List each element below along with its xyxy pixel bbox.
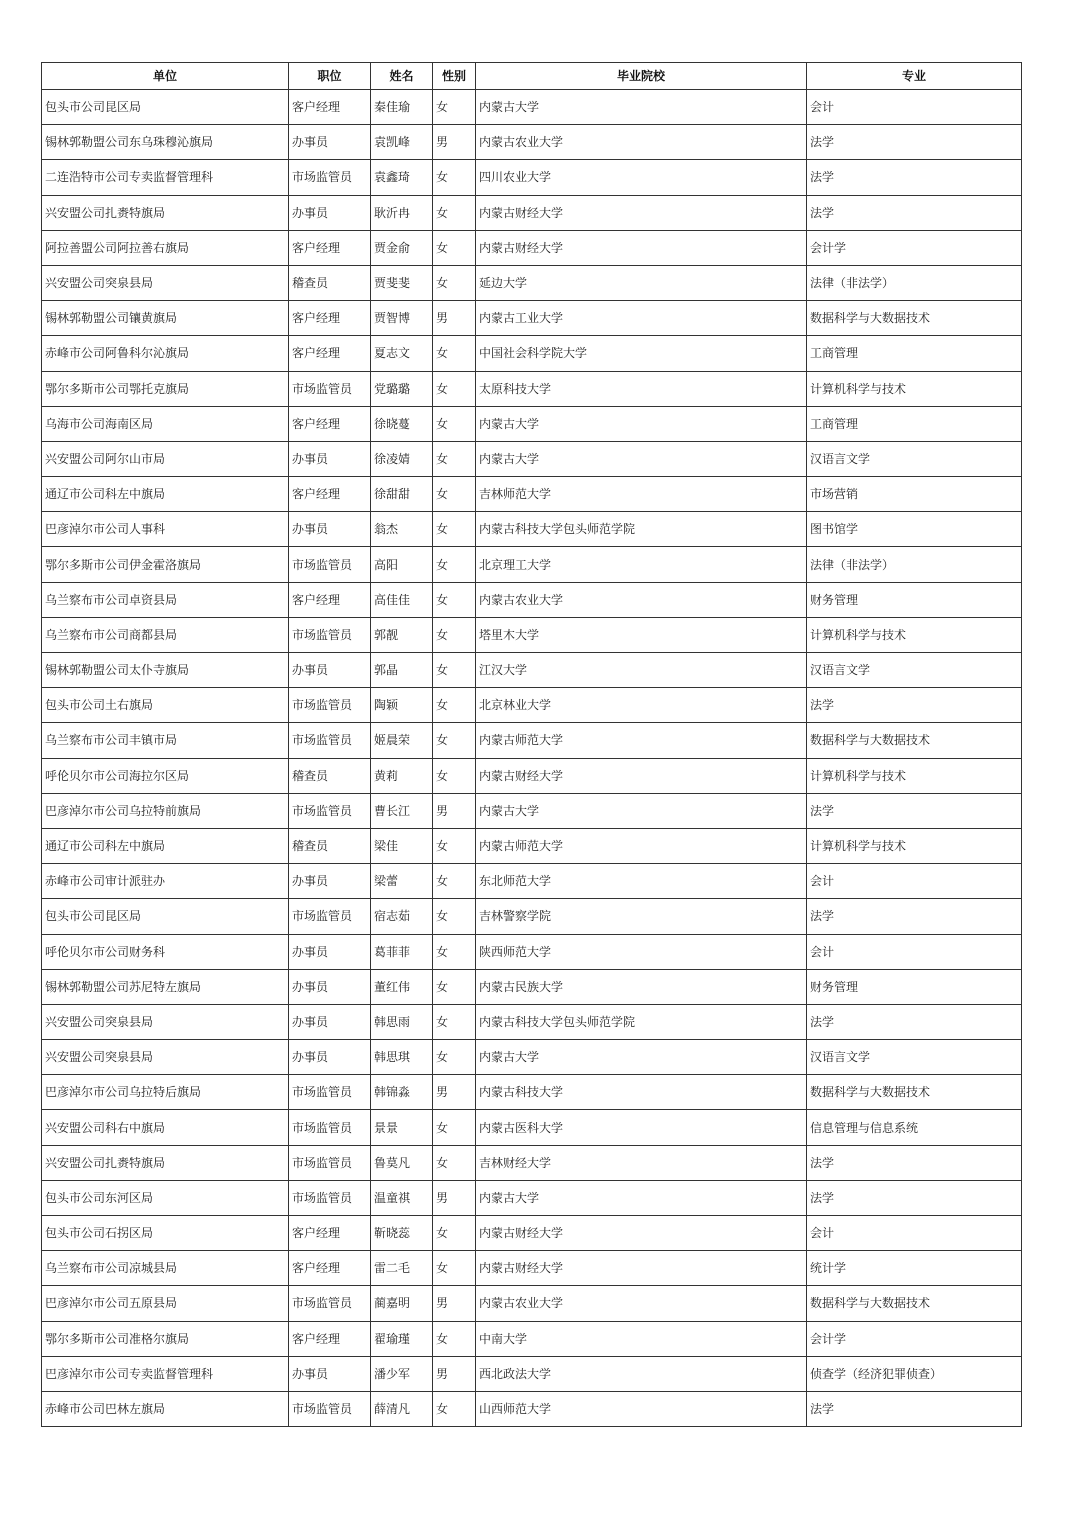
cell-name: 贾智博 xyxy=(371,301,433,336)
cell-school: 内蒙古大学 xyxy=(476,406,807,441)
cell-unit: 巴彦淖尔市公司乌拉特前旗局 xyxy=(42,793,289,828)
cell-name: 黄莉 xyxy=(371,758,433,793)
cell-unit: 兴安盟公司突泉县局 xyxy=(42,265,289,300)
cell-major: 数据科学与大数据技术 xyxy=(807,301,1022,336)
cell-position: 市场监管员 xyxy=(289,617,371,652)
cell-school: 内蒙古财经大学 xyxy=(476,1251,807,1286)
header-school: 毕业院校 xyxy=(476,63,807,90)
cell-major: 法学 xyxy=(807,1145,1022,1180)
cell-unit: 巴彦淖尔市公司五原县局 xyxy=(42,1286,289,1321)
cell-name: 宿志茹 xyxy=(371,899,433,934)
cell-name: 雷二毛 xyxy=(371,1251,433,1286)
cell-school: 内蒙古大学 xyxy=(476,441,807,476)
cell-unit: 巴彦淖尔市公司乌拉特后旗局 xyxy=(42,1075,289,1110)
cell-position: 办事员 xyxy=(289,125,371,160)
cell-major: 法学 xyxy=(807,688,1022,723)
cell-gender: 女 xyxy=(433,160,476,195)
cell-school: 内蒙古大学 xyxy=(476,1040,807,1075)
cell-major: 汉语言文学 xyxy=(807,1040,1022,1075)
cell-position: 办事员 xyxy=(289,1040,371,1075)
cell-name: 秦佳瑜 xyxy=(371,90,433,125)
cell-gender: 女 xyxy=(433,688,476,723)
table-row xyxy=(42,934,1022,969)
cell-major: 计算机科学与技术 xyxy=(807,617,1022,652)
cell-school: 西北政法大学 xyxy=(476,1356,807,1391)
table-row xyxy=(42,828,1022,863)
cell-unit: 兴安盟公司突泉县局 xyxy=(42,1040,289,1075)
cell-name: 潘少军 xyxy=(371,1356,433,1391)
table-body xyxy=(42,90,1022,1427)
cell-name: 薛清凡 xyxy=(371,1391,433,1426)
cell-name: 靳晓蕊 xyxy=(371,1216,433,1251)
cell-major: 信息管理与信息系统 xyxy=(807,1110,1022,1145)
cell-gender: 女 xyxy=(433,934,476,969)
cell-gender: 女 xyxy=(433,1110,476,1145)
roster-table xyxy=(41,62,1022,1427)
cell-school: 内蒙古财经大学 xyxy=(476,758,807,793)
cell-major: 计算机科学与技术 xyxy=(807,758,1022,793)
cell-name: 梁蕾 xyxy=(371,864,433,899)
cell-name: 景景 xyxy=(371,1110,433,1145)
cell-position: 市场监管员 xyxy=(289,547,371,582)
cell-position: 稽查员 xyxy=(289,265,371,300)
cell-school: 北京理工大学 xyxy=(476,547,807,582)
cell-gender: 女 xyxy=(433,230,476,265)
cell-unit: 赤峰市公司阿鲁科尔沁旗局 xyxy=(42,336,289,371)
cell-unit: 赤峰市公司审计派驻办 xyxy=(42,864,289,899)
cell-gender: 男 xyxy=(433,1356,476,1391)
cell-unit: 锡林郭勒盟公司苏尼特左旗局 xyxy=(42,969,289,1004)
cell-name: 耿沂冉 xyxy=(371,195,433,230)
cell-school: 内蒙古大学 xyxy=(476,793,807,828)
cell-position: 市场监管员 xyxy=(289,899,371,934)
cell-gender: 女 xyxy=(433,1145,476,1180)
cell-major: 工商管理 xyxy=(807,406,1022,441)
cell-school: 内蒙古医科大学 xyxy=(476,1110,807,1145)
cell-position: 市场监管员 xyxy=(289,1145,371,1180)
cell-major: 图书馆学 xyxy=(807,512,1022,547)
cell-major: 数据科学与大数据技术 xyxy=(807,723,1022,758)
table-row xyxy=(42,899,1022,934)
cell-position: 市场监管员 xyxy=(289,1391,371,1426)
cell-unit: 鄂尔多斯市公司伊金霍洛旗局 xyxy=(42,547,289,582)
header-major: 专业 xyxy=(807,63,1022,90)
cell-gender: 女 xyxy=(433,1251,476,1286)
table-row xyxy=(42,477,1022,512)
cell-gender: 女 xyxy=(433,1321,476,1356)
cell-unit: 锡林郭勒盟公司东乌珠穆沁旗局 xyxy=(42,125,289,160)
table-row xyxy=(42,160,1022,195)
table-row xyxy=(42,617,1022,652)
cell-school: 内蒙古财经大学 xyxy=(476,1216,807,1251)
cell-major: 会计 xyxy=(807,1216,1022,1251)
cell-unit: 乌兰察布市公司商都县局 xyxy=(42,617,289,652)
cell-major: 市场营销 xyxy=(807,477,1022,512)
cell-position: 办事员 xyxy=(289,1004,371,1039)
cell-major: 会计 xyxy=(807,90,1022,125)
cell-school: 东北师范大学 xyxy=(476,864,807,899)
cell-unit: 巴彦淖尔市公司人事科 xyxy=(42,512,289,547)
cell-name: 鲁莫凡 xyxy=(371,1145,433,1180)
cell-name: 袁凯峰 xyxy=(371,125,433,160)
cell-position: 客户经理 xyxy=(289,1251,371,1286)
table-row xyxy=(42,1391,1022,1426)
cell-school: 内蒙古财经大学 xyxy=(476,195,807,230)
table-row xyxy=(42,1251,1022,1286)
cell-gender: 男 xyxy=(433,1180,476,1215)
cell-unit: 兴安盟公司扎赉特旗局 xyxy=(42,1145,289,1180)
cell-school: 内蒙古大学 xyxy=(476,1180,807,1215)
cell-unit: 锡林郭勒盟公司镶黄旗局 xyxy=(42,301,289,336)
cell-position: 客户经理 xyxy=(289,406,371,441)
header-name: 姓名 xyxy=(371,63,433,90)
cell-gender: 男 xyxy=(433,793,476,828)
cell-major: 法学 xyxy=(807,1180,1022,1215)
cell-unit: 乌兰察布市公司卓资县局 xyxy=(42,582,289,617)
cell-unit: 鄂尔多斯市公司准格尔旗局 xyxy=(42,1321,289,1356)
cell-major: 法学 xyxy=(807,793,1022,828)
cell-school: 延边大学 xyxy=(476,265,807,300)
header-row xyxy=(42,63,1022,90)
table-row xyxy=(42,441,1022,476)
cell-unit: 巴彦淖尔市公司专卖监督管理科 xyxy=(42,1356,289,1391)
table-row xyxy=(42,1286,1022,1321)
cell-major: 会计 xyxy=(807,864,1022,899)
cell-school: 内蒙古科技大学包头师范学院 xyxy=(476,512,807,547)
cell-school: 内蒙古大学 xyxy=(476,90,807,125)
cell-major: 法学 xyxy=(807,160,1022,195)
cell-gender: 女 xyxy=(433,477,476,512)
cell-major: 法学 xyxy=(807,195,1022,230)
cell-name: 温童祺 xyxy=(371,1180,433,1215)
table-row xyxy=(42,1040,1022,1075)
table-row xyxy=(42,336,1022,371)
cell-name: 徐凌婧 xyxy=(371,441,433,476)
cell-unit: 赤峰市公司巴林左旗局 xyxy=(42,1391,289,1426)
cell-name: 翟瑜瑾 xyxy=(371,1321,433,1356)
cell-position: 市场监管员 xyxy=(289,723,371,758)
table-row xyxy=(42,512,1022,547)
cell-major: 会计 xyxy=(807,934,1022,969)
cell-school: 江汉大学 xyxy=(476,653,807,688)
cell-position: 稽查员 xyxy=(289,758,371,793)
cell-position: 客户经理 xyxy=(289,301,371,336)
cell-gender: 女 xyxy=(433,723,476,758)
cell-name: 韩锦淼 xyxy=(371,1075,433,1110)
cell-major: 法律（非法学） xyxy=(807,547,1022,582)
table-row xyxy=(42,1356,1022,1391)
cell-major: 法学 xyxy=(807,899,1022,934)
cell-name: 葛菲菲 xyxy=(371,934,433,969)
cell-position: 市场监管员 xyxy=(289,1075,371,1110)
cell-name: 贾金俞 xyxy=(371,230,433,265)
cell-name: 郭晶 xyxy=(371,653,433,688)
cell-unit: 包头市公司昆区局 xyxy=(42,899,289,934)
cell-name: 夏志文 xyxy=(371,336,433,371)
cell-name: 贾斐斐 xyxy=(371,265,433,300)
cell-position: 客户经理 xyxy=(289,477,371,512)
cell-school: 中国社会科学院大学 xyxy=(476,336,807,371)
cell-gender: 女 xyxy=(433,899,476,934)
header-gender: 性别 xyxy=(433,63,476,90)
cell-gender: 女 xyxy=(433,758,476,793)
cell-school: 北京林业大学 xyxy=(476,688,807,723)
cell-gender: 男 xyxy=(433,301,476,336)
cell-name: 姬晨荣 xyxy=(371,723,433,758)
table-row xyxy=(42,301,1022,336)
cell-school: 内蒙古师范大学 xyxy=(476,723,807,758)
cell-position: 客户经理 xyxy=(289,1321,371,1356)
cell-school: 内蒙古工业大学 xyxy=(476,301,807,336)
cell-major: 数据科学与大数据技术 xyxy=(807,1075,1022,1110)
table-row xyxy=(42,1004,1022,1039)
cell-position: 办事员 xyxy=(289,653,371,688)
cell-unit: 鄂尔多斯市公司鄂托克旗局 xyxy=(42,371,289,406)
table-row xyxy=(42,1075,1022,1110)
cell-position: 办事员 xyxy=(289,969,371,1004)
table-row xyxy=(42,90,1022,125)
table-row xyxy=(42,265,1022,300)
cell-major: 计算机科学与技术 xyxy=(807,828,1022,863)
cell-name: 徐甜甜 xyxy=(371,477,433,512)
cell-gender: 女 xyxy=(433,265,476,300)
cell-position: 市场监管员 xyxy=(289,793,371,828)
cell-school: 内蒙古民族大学 xyxy=(476,969,807,1004)
cell-gender: 男 xyxy=(433,1075,476,1110)
cell-unit: 阿拉善盟公司阿拉善右旗局 xyxy=(42,230,289,265)
cell-gender: 女 xyxy=(433,969,476,1004)
cell-position: 办事员 xyxy=(289,512,371,547)
cell-name: 董红伟 xyxy=(371,969,433,1004)
cell-major: 会计学 xyxy=(807,1321,1022,1356)
table-row xyxy=(42,969,1022,1004)
cell-major: 工商管理 xyxy=(807,336,1022,371)
cell-name: 徐晓蔓 xyxy=(371,406,433,441)
cell-name: 袁鑫琦 xyxy=(371,160,433,195)
cell-position: 市场监管员 xyxy=(289,160,371,195)
cell-position: 办事员 xyxy=(289,195,371,230)
cell-unit: 包头市公司土右旗局 xyxy=(42,688,289,723)
cell-name: 曹长江 xyxy=(371,793,433,828)
cell-gender: 女 xyxy=(433,1216,476,1251)
cell-gender: 女 xyxy=(433,582,476,617)
cell-gender: 女 xyxy=(433,828,476,863)
cell-school: 四川农业大学 xyxy=(476,160,807,195)
cell-gender: 女 xyxy=(433,336,476,371)
cell-gender: 男 xyxy=(433,1286,476,1321)
table-row xyxy=(42,1145,1022,1180)
table-row xyxy=(42,547,1022,582)
cell-gender: 女 xyxy=(433,864,476,899)
table-row xyxy=(42,1216,1022,1251)
cell-major: 汉语言文学 xyxy=(807,441,1022,476)
cell-unit: 呼伦贝尔市公司财务科 xyxy=(42,934,289,969)
cell-gender: 女 xyxy=(433,195,476,230)
cell-school: 内蒙古农业大学 xyxy=(476,582,807,617)
cell-school: 吉林财经大学 xyxy=(476,1145,807,1180)
cell-major: 法学 xyxy=(807,1004,1022,1039)
table-row xyxy=(42,406,1022,441)
cell-position: 办事员 xyxy=(289,1356,371,1391)
cell-position: 市场监管员 xyxy=(289,1286,371,1321)
cell-major: 数据科学与大数据技术 xyxy=(807,1286,1022,1321)
cell-name: 韩思琪 xyxy=(371,1040,433,1075)
cell-gender: 女 xyxy=(433,617,476,652)
cell-position: 客户经理 xyxy=(289,1216,371,1251)
cell-school: 吉林警察学院 xyxy=(476,899,807,934)
cell-name: 韩思雨 xyxy=(371,1004,433,1039)
table-row xyxy=(42,793,1022,828)
table-row xyxy=(42,371,1022,406)
cell-gender: 女 xyxy=(433,547,476,582)
table-row xyxy=(42,1180,1022,1215)
cell-unit: 二连浩特市公司专卖监督管理科 xyxy=(42,160,289,195)
table-row xyxy=(42,582,1022,617)
cell-name: 高阳 xyxy=(371,547,433,582)
cell-gender: 女 xyxy=(433,90,476,125)
cell-unit: 乌兰察布市公司丰镇市局 xyxy=(42,723,289,758)
cell-name: 高佳佳 xyxy=(371,582,433,617)
table-row xyxy=(42,688,1022,723)
cell-position: 稽查员 xyxy=(289,828,371,863)
cell-gender: 男 xyxy=(433,125,476,160)
cell-position: 客户经理 xyxy=(289,336,371,371)
table-row xyxy=(42,1321,1022,1356)
cell-name: 郭靓 xyxy=(371,617,433,652)
cell-gender: 女 xyxy=(433,1391,476,1426)
cell-name: 翁杰 xyxy=(371,512,433,547)
cell-unit: 通辽市公司科左中旗局 xyxy=(42,477,289,512)
cell-unit: 兴安盟公司扎赉特旗局 xyxy=(42,195,289,230)
cell-unit: 呼伦贝尔市公司海拉尔区局 xyxy=(42,758,289,793)
cell-major: 计算机科学与技术 xyxy=(807,371,1022,406)
cell-gender: 女 xyxy=(433,441,476,476)
cell-major: 统计学 xyxy=(807,1251,1022,1286)
cell-major: 财务管理 xyxy=(807,969,1022,1004)
table-row xyxy=(42,1110,1022,1145)
cell-position: 办事员 xyxy=(289,441,371,476)
cell-school: 内蒙古农业大学 xyxy=(476,125,807,160)
cell-position: 市场监管员 xyxy=(289,371,371,406)
cell-major: 汉语言文学 xyxy=(807,653,1022,688)
cell-position: 客户经理 xyxy=(289,230,371,265)
cell-school: 内蒙古财经大学 xyxy=(476,230,807,265)
cell-school: 塔里木大学 xyxy=(476,617,807,652)
cell-major: 侦查学（经济犯罪侦查） xyxy=(807,1356,1022,1391)
cell-unit: 锡林郭勒盟公司太仆寺旗局 xyxy=(42,653,289,688)
cell-name: 党璐璐 xyxy=(371,371,433,406)
cell-gender: 女 xyxy=(433,1040,476,1075)
cell-major: 法律（非法学） xyxy=(807,265,1022,300)
roster-sheet xyxy=(41,62,1021,1427)
cell-position: 客户经理 xyxy=(289,90,371,125)
cell-school: 内蒙古农业大学 xyxy=(476,1286,807,1321)
cell-unit: 兴安盟公司科右中旗局 xyxy=(42,1110,289,1145)
cell-gender: 女 xyxy=(433,1004,476,1039)
cell-unit: 兴安盟公司突泉县局 xyxy=(42,1004,289,1039)
table-row xyxy=(42,230,1022,265)
cell-school: 陕西师范大学 xyxy=(476,934,807,969)
cell-unit: 乌海市公司海南区局 xyxy=(42,406,289,441)
cell-name: 陶颖 xyxy=(371,688,433,723)
cell-position: 客户经理 xyxy=(289,582,371,617)
cell-gender: 女 xyxy=(433,653,476,688)
cell-major: 财务管理 xyxy=(807,582,1022,617)
cell-position: 市场监管员 xyxy=(289,1180,371,1215)
cell-unit: 兴安盟公司阿尔山市局 xyxy=(42,441,289,476)
cell-school: 内蒙古师范大学 xyxy=(476,828,807,863)
cell-name: 梁佳 xyxy=(371,828,433,863)
cell-unit: 包头市公司东河区局 xyxy=(42,1180,289,1215)
cell-school: 中南大学 xyxy=(476,1321,807,1356)
cell-gender: 女 xyxy=(433,371,476,406)
table-row xyxy=(42,653,1022,688)
cell-school: 内蒙古科技大学包头师范学院 xyxy=(476,1004,807,1039)
cell-school: 太原科技大学 xyxy=(476,371,807,406)
cell-position: 办事员 xyxy=(289,864,371,899)
cell-position: 办事员 xyxy=(289,934,371,969)
cell-position: 市场监管员 xyxy=(289,1110,371,1145)
header-unit: 单位 xyxy=(42,63,289,90)
cell-major: 法学 xyxy=(807,1391,1022,1426)
cell-gender: 女 xyxy=(433,512,476,547)
table-row xyxy=(42,758,1022,793)
table-row xyxy=(42,125,1022,160)
table-row xyxy=(42,864,1022,899)
table-row xyxy=(42,195,1022,230)
cell-school: 山西师范大学 xyxy=(476,1391,807,1426)
table-row xyxy=(42,723,1022,758)
header-position: 职位 xyxy=(289,63,371,90)
cell-unit: 包头市公司石拐区局 xyxy=(42,1216,289,1251)
cell-unit: 包头市公司昆区局 xyxy=(42,90,289,125)
cell-gender: 女 xyxy=(433,406,476,441)
cell-school: 吉林师范大学 xyxy=(476,477,807,512)
cell-major: 会计学 xyxy=(807,230,1022,265)
cell-major: 法学 xyxy=(807,125,1022,160)
cell-position: 市场监管员 xyxy=(289,688,371,723)
cell-name: 蔺嘉明 xyxy=(371,1286,433,1321)
cell-unit: 乌兰察布市公司凉城县局 xyxy=(42,1251,289,1286)
cell-school: 内蒙古科技大学 xyxy=(476,1075,807,1110)
cell-unit: 通辽市公司科左中旗局 xyxy=(42,828,289,863)
table-header xyxy=(42,63,1022,90)
